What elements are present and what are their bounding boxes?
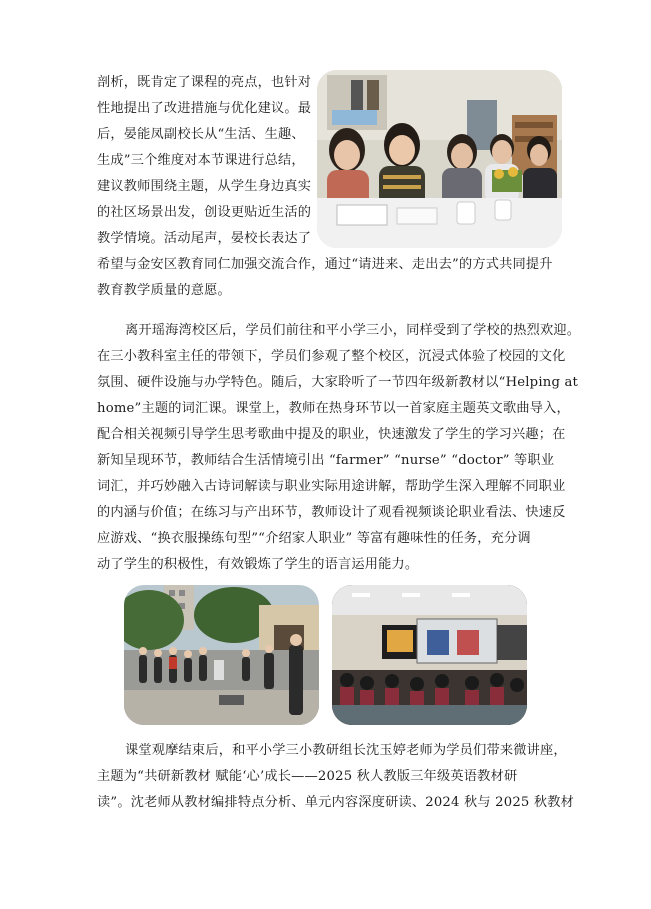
text-line: 新知呈现环节，教师结合生活情境引出 “farmer” “nurse” “doctor” 等职业	[97, 453, 555, 468]
text-line: 性地提出了改进措施与优化建议。最	[97, 101, 312, 116]
text-line: 剖析，既肯定了课程的亮点，也针对	[97, 75, 312, 90]
text-line: 词汇，并巧妙融入古诗词解读与职业实际用途讲解，帮助学生深入理解不同职业	[97, 479, 566, 494]
text-line: 建议教师围绕主题，从学生身边真实	[97, 179, 312, 194]
text-line: 主题为“共研新教材 赋能‘心’成长——2025 秋人教版三年级英语教材研	[97, 769, 518, 784]
text-line: 教育教学质量的意愿。	[97, 283, 231, 298]
classroom-photo	[332, 585, 527, 725]
text-line: 动了学生的积极性，有效锻炼了学生的语言运用能力。	[97, 557, 419, 572]
text-line: 希望与金安区教育同仁加强交流合作，通过“请进来、走出去”的方式共同提升	[97, 257, 553, 272]
text-line: 课堂观摩结束后，和平小学三小教研组长沈玉婷老师为学员们带来微讲座，	[125, 743, 567, 758]
campus-tour-photo	[124, 585, 319, 725]
text-line: 氛围、硬件设施与办学特色。随后，大家聆听了一节四年级新教材以“Helping at	[97, 375, 579, 390]
text-line: 教学情境。活动尾声，晏校长表达了	[97, 231, 312, 246]
text-line: 后，晏能凤副校长从“生活、生趣、	[97, 127, 305, 142]
text-line: 配合相关视频引导学生思考歌曲中提及的职业，快速激发了学生的学习兴趣；在	[97, 427, 566, 442]
text-line: 的社区场景出发，创设更贴近生活的	[97, 205, 312, 220]
text-line: 生成”三个维度对本节课进行总结，	[97, 153, 305, 168]
text-line: 应游戏、“换衣服操练句型”“介绍家人职业” 等富有趣味性的任务，充分调	[97, 531, 531, 546]
meeting-photo	[317, 70, 562, 248]
text-line: 读”。沈老师从教材编排特点分析、单元内容深度研读、2024 秋与 2025 秋教材	[97, 795, 575, 810]
text-line: 的内涵与价值；在练习与产出环节，教师设计了观看视频谈论职业看法、快速反	[97, 505, 566, 520]
text-line: home”主题的词汇课。课堂上，教师在热身环节以一首家庭主题英文歌曲导入，	[97, 401, 570, 416]
text-line: 离开瑶海湾校区后，学员们前往和平小学三小，同样受到了学校的热烈欢迎。	[125, 323, 581, 338]
text-line: 在三小教科室主任的带领下，学员们参观了整个校区，沉浸式体验了校园的文化	[97, 349, 566, 364]
